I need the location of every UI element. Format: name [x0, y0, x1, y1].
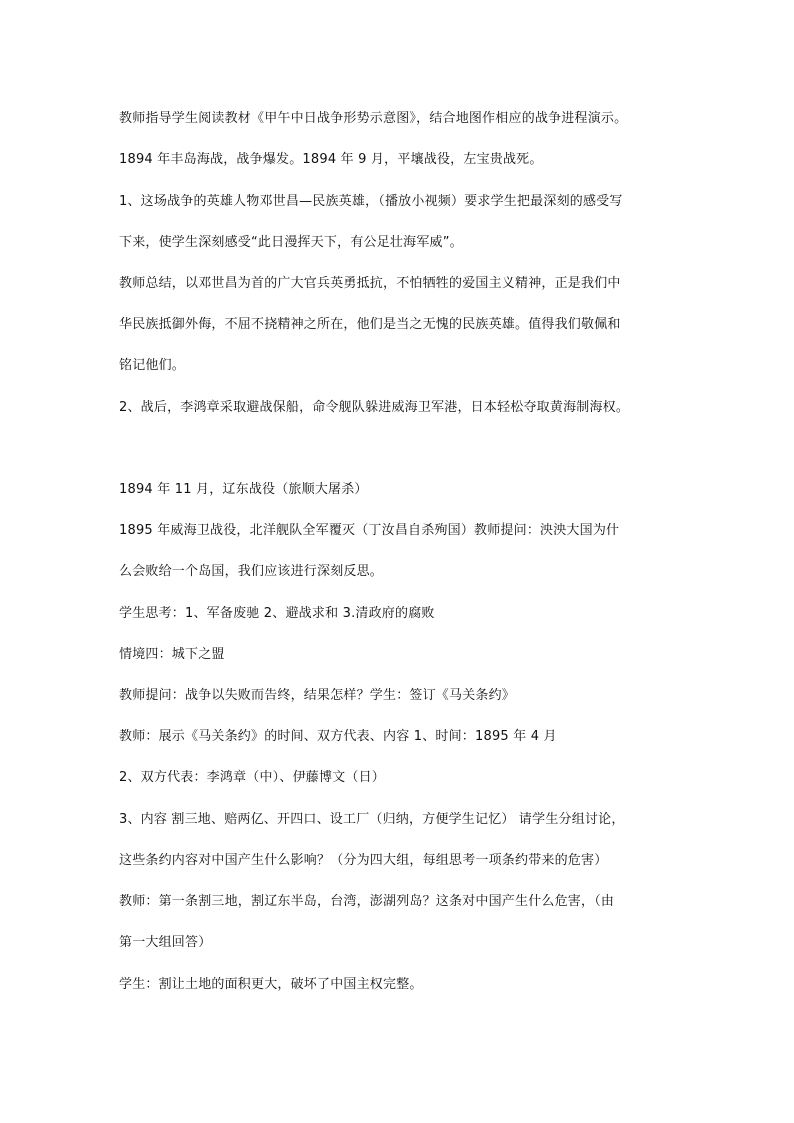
- paragraph-line: 这些条约内容对中国产生什么影响？（分为四大组，每组思考一项条约带来的危害）: [119, 853, 608, 868]
- paragraph-line: 2、战后，李鸿章采取避战保船，命令舰队躲进威海卫军港，日本轻松夺取黄海制海权。: [119, 400, 630, 415]
- paragraph-line: 教师指导学生阅读教材《甲午中日战争形势示意图》，结合地图作相应的战争进程演示。: [119, 111, 628, 126]
- paragraph-line: 1、这场战争的英雄人物邓世昌—民族英雄，（播放小视频）要求学生把最深刻的感受写: [119, 194, 623, 209]
- paragraph-line: 3、内容 割三地、赔两亿、开四口、设工厂（归纳，方便学生记忆） 请学生分组讨论，: [119, 812, 625, 827]
- paragraph-line: 1894 年丰岛海战，战争爆发。1894 年 9 月，平壤战役，左宝贵战死。: [119, 152, 543, 167]
- paragraph-line: 学生思考：1、军备废驰 2、避战求和 3.清政府的腐败: [119, 606, 435, 621]
- paragraph-line: 第一大组回答）: [119, 935, 212, 950]
- paragraph-line: 1895 年威海卫战役，北洋舰队全军覆灭（丁汝昌自杀殉国）教师提问：泱泱大国为什: [119, 523, 620, 538]
- paragraph-line: 2、双方代表：李鸿章（中）、伊藤博文（日）: [119, 770, 385, 785]
- paragraph-line: 教师总结，以邓世昌为首的广大官兵英勇抵抗，不怕牺牲的爱国主义精神，正是我们中: [119, 276, 621, 291]
- paragraph-line: 铭记他们。: [119, 358, 186, 373]
- paragraph-line: 教师：第一条割三地，割辽东半岛，台湾，澎湖列岛？这条对中国产生什么危害，（由: [119, 894, 615, 909]
- paragraph-line: 么会败给一个岛国，我们应该进行深刻反思。: [119, 564, 384, 579]
- paragraph-line: 教师提问：战争以失败而告终，结果怎样？学生：签订《马关条约》: [119, 688, 516, 703]
- paragraph-line: 情境四：城下之盟: [119, 647, 225, 662]
- paragraph-line: 教师：展示《马关条约》的时间、双方代表、内容 1、时间：1895 年 4 月: [119, 729, 557, 744]
- paragraph-line: 1894 年 11 月，辽东战役（旅顺大屠杀）: [119, 482, 368, 497]
- paragraph-line: 学生：割让土地的面积更大，破坏了中国主权完整。: [119, 977, 423, 992]
- paragraph-line: 下来，使学生深刻感受“此日漫挥天下，有公足壮海军威”。: [119, 235, 463, 250]
- paragraph-line: 华民族抵御外侮，不屈不挠精神之所在，他们是当之无愧的民族英雄。值得我们敬佩和: [119, 317, 621, 332]
